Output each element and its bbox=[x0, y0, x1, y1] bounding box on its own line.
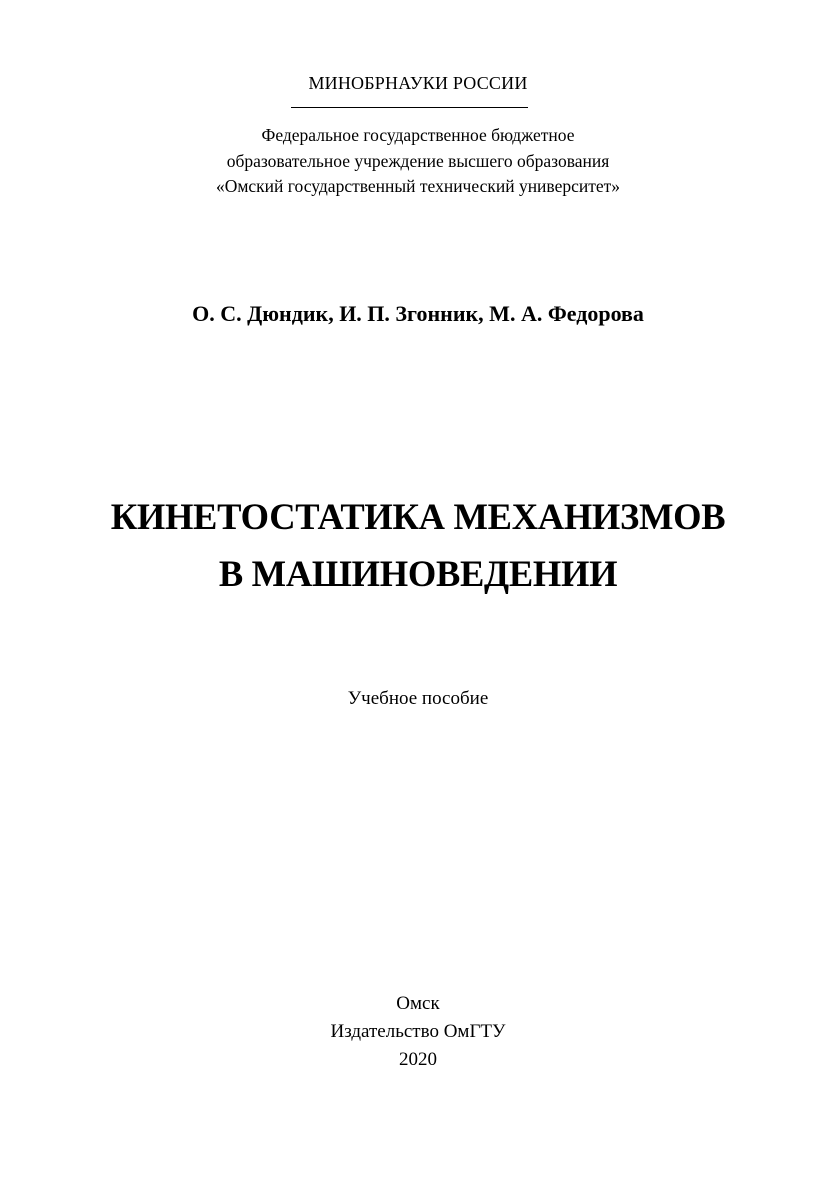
authors: О. С. Дюндик, И. П. Згонник, М. А. Федорова bbox=[192, 301, 644, 326]
institution-line-2: образовательное учреждение высшего образования bbox=[226, 151, 610, 171]
document-type: Учебное пособие bbox=[347, 688, 489, 709]
header-divider bbox=[291, 107, 528, 108]
ministry-name: МИНОБРНАУКИ РОССИИ bbox=[308, 73, 528, 93]
institution-line-3: «Омский государственный технический университет» bbox=[215, 176, 621, 196]
book-title-line-1: КИНЕТОСТАТИКА МЕХАНИЗМОВ bbox=[110, 496, 726, 537]
imprint-year: 2020 bbox=[399, 1049, 437, 1070]
imprint-city: Омск bbox=[396, 993, 440, 1014]
institution-line-1: Федеральное государственное бюджетное bbox=[261, 125, 575, 145]
imprint-publisher: Издательство ОмГТУ bbox=[330, 1021, 506, 1042]
book-title-line-2: В МАШИНОВЕДЕНИИ bbox=[218, 553, 618, 594]
